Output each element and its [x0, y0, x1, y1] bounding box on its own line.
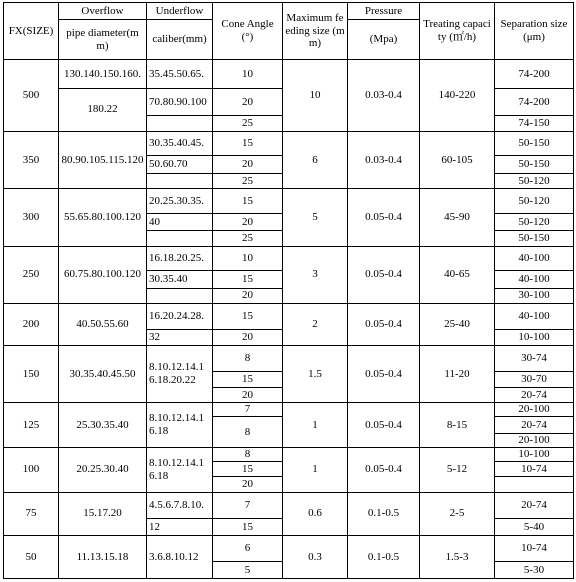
feeding-size-cell: 1 [283, 403, 348, 447]
cone-angle-cell: 20 [213, 477, 283, 492]
fx-size-cell: 75 [4, 492, 59, 535]
separation-cell [495, 477, 574, 492]
table-row [4, 189, 574, 214]
table-row [4, 447, 574, 461]
pressure-cell: 0.05-0.4 [348, 345, 420, 402]
pipe-diameter-cell: 15.17.20 [59, 492, 147, 535]
cone-angle-cell: 20 [213, 88, 283, 116]
header-treating-capacity: Treating capacity (㎡/h) [420, 3, 495, 60]
cone-angle-cell: 6 [213, 535, 283, 562]
fx-size-cell: 200 [4, 303, 59, 345]
feeding-size-cell: 2 [283, 303, 348, 345]
header-max-feeding-size: Maximum feeding size (mm) [283, 3, 348, 60]
pressure-cell: 0.05-0.4 [348, 189, 420, 246]
header-overflow: Overflow [59, 3, 147, 20]
cone-angle-cell: 25 [213, 231, 283, 246]
pressure-cell: 0.05-0.4 [348, 303, 420, 345]
table-row [4, 492, 574, 519]
header-separation-size: Separation size (μm) [495, 3, 574, 60]
caliber-cell [147, 116, 213, 131]
pipe-diameter-cell: 60.75.80.100.120 [59, 246, 147, 303]
pipe-diameter-cell: 20.25.30.40 [59, 447, 147, 492]
fx-size-cell: 100 [4, 447, 59, 492]
cone-angle-cell: 25 [213, 173, 283, 188]
cone-angle-cell: 20 [213, 387, 283, 402]
separation-cell: 30-70 [495, 371, 574, 387]
fx-size-cell: 125 [4, 403, 59, 447]
feeding-size-cell: 6 [283, 131, 348, 188]
cone-angle-cell: 8 [213, 447, 283, 461]
caliber-cell: 70.80.90.100 [147, 88, 213, 116]
feeding-size-cell: 10 [283, 60, 348, 132]
feeding-size-cell: 3 [283, 246, 348, 303]
cone-angle-cell: 10 [213, 246, 283, 271]
table-row [4, 246, 574, 271]
capacity-cell: 11-20 [420, 345, 495, 402]
separation-cell: 10-100 [495, 447, 574, 461]
cone-angle-cell: 15 [213, 271, 283, 288]
cone-angle-cell: 15 [213, 131, 283, 156]
caliber-cell: 35.45.50.65. [147, 60, 213, 89]
pressure-cell: 0.1-0.5 [348, 535, 420, 578]
cone-angle-cell: 5 [213, 562, 283, 579]
cone-angle-cell: 15 [213, 371, 283, 387]
header-cone-angle: Cone Angle (°) [213, 3, 283, 60]
cone-angle-cell: 20 [213, 156, 283, 173]
table-row [4, 131, 574, 156]
table-row [4, 535, 574, 562]
feeding-size-cell: 0.6 [283, 492, 348, 535]
caliber-cell: 30.35.40 [147, 271, 213, 288]
cone-angle-cell: 15 [213, 303, 283, 329]
header-underflow: Underflow [147, 3, 213, 20]
separation-cell: 5-40 [495, 519, 574, 535]
caliber-cell: 16.20.24.28. [147, 303, 213, 329]
cone-angle-cell: 7 [213, 403, 283, 417]
caliber-cell: 8.10.12.14.16.18.20.22 [147, 345, 213, 402]
caliber-cell: 16.18.20.25. [147, 246, 213, 271]
separation-cell: 50-120 [495, 173, 574, 188]
cone-angle-cell: 20 [213, 329, 283, 345]
pipe-diameter-cell: 11.13.15.18 [59, 535, 147, 578]
cone-angle-cell: 8 [213, 345, 283, 371]
separation-cell: 30-100 [495, 288, 574, 303]
feeding-size-cell: 1.5 [283, 345, 348, 402]
pipe-diameter-cell: 80.90.105.115.120 [59, 131, 147, 188]
separation-cell: 40-100 [495, 271, 574, 288]
separation-cell: 10-100 [495, 329, 574, 345]
capacity-cell: 5-12 [420, 447, 495, 492]
capacity-cell: 60-105 [420, 131, 495, 188]
separation-cell: 50-120 [495, 213, 574, 230]
caliber-cell: 4.5.6.7.8.10. [147, 492, 213, 519]
header-pipe-diameter: pipe diameter(mm) [59, 20, 147, 60]
separation-cell: 20-74 [495, 387, 574, 402]
separation-cell: 74-200 [495, 60, 574, 89]
pressure-cell: 0.05-0.4 [348, 403, 420, 447]
fx-size-cell: 50 [4, 535, 59, 578]
cone-angle-cell: 8 [213, 417, 283, 447]
hydrocyclone-spec-table [3, 2, 574, 579]
table-row [4, 303, 574, 329]
fx-size-cell: 500 [4, 60, 59, 132]
pipe-diameter-cell: 55.65.80.100.120 [59, 189, 147, 246]
caliber-cell: 3.6.8.10.12 [147, 535, 213, 578]
caliber-cell: 12 [147, 519, 213, 535]
separation-cell: 74-150 [495, 116, 574, 131]
caliber-cell: 8.10.12.14.16.18 [147, 403, 213, 447]
pipe-diameter-cell: 40.50.55.60 [59, 303, 147, 345]
separation-cell: 40-100 [495, 246, 574, 271]
cone-angle-cell: 15 [213, 189, 283, 214]
separation-cell: 20-74 [495, 492, 574, 519]
pipe-diameter-cell: 180.22 [59, 88, 147, 131]
capacity-cell: 8-15 [420, 403, 495, 447]
separation-cell: 20-100 [495, 403, 574, 417]
pipe-diameter-cell: 25.30.35.40 [59, 403, 147, 447]
feeding-size-cell: 5 [283, 189, 348, 246]
cone-angle-cell: 20 [213, 288, 283, 303]
caliber-cell: 32 [147, 329, 213, 345]
pressure-cell: 0.05-0.4 [348, 246, 420, 303]
header-pressure: Pressure [348, 3, 420, 20]
capacity-cell: 25-40 [420, 303, 495, 345]
separation-cell: 74-200 [495, 88, 574, 116]
cone-angle-cell: 15 [213, 462, 283, 477]
feeding-size-cell: 1 [283, 447, 348, 492]
separation-cell: 20-74 [495, 417, 574, 433]
separation-cell: 20-100 [495, 433, 574, 447]
fx-size-cell: 150 [4, 345, 59, 402]
capacity-cell: 45-90 [420, 189, 495, 246]
separation-cell: 50-150 [495, 131, 574, 156]
caliber-cell [147, 173, 213, 188]
feeding-size-cell: 0.3 [283, 535, 348, 578]
caliber-cell: 50.60.70 [147, 156, 213, 173]
separation-cell: 10-74 [495, 535, 574, 562]
fx-size-cell: 300 [4, 189, 59, 246]
pressure-cell: 0.03-0.4 [348, 60, 420, 132]
pipe-diameter-cell: 30.35.40.45.50 [59, 345, 147, 402]
caliber-cell [147, 288, 213, 303]
caliber-cell: 20.25.30.35. [147, 189, 213, 214]
table-row [4, 345, 574, 371]
pressure-cell: 0.05-0.4 [348, 447, 420, 492]
pressure-cell: 0.03-0.4 [348, 131, 420, 188]
cone-angle-cell: 10 [213, 60, 283, 89]
header-fx: FX(SIZE) [4, 3, 59, 60]
caliber-cell [147, 231, 213, 246]
separation-cell: 50-120 [495, 189, 574, 214]
capacity-cell: 1.5-3 [420, 535, 495, 578]
separation-cell: 30-74 [495, 345, 574, 371]
caliber-cell: 30.35.40.45. [147, 131, 213, 156]
cone-angle-cell: 25 [213, 116, 283, 131]
separation-cell: 40-100 [495, 303, 574, 329]
capacity-cell: 40-65 [420, 246, 495, 303]
capacity-cell: 140-220 [420, 60, 495, 132]
fx-size-cell: 350 [4, 131, 59, 188]
table-body [4, 60, 574, 579]
header-pressure-unit: (Mpa) [348, 20, 420, 60]
separation-cell: 50-150 [495, 156, 574, 173]
separation-cell: 10-74 [495, 462, 574, 477]
cone-angle-cell: 15 [213, 519, 283, 535]
table-row [4, 60, 574, 89]
table-row [4, 403, 574, 417]
cone-angle-cell: 20 [213, 213, 283, 230]
cone-angle-cell: 7 [213, 492, 283, 519]
caliber-cell: 40 [147, 213, 213, 230]
separation-cell: 5-30 [495, 562, 574, 579]
header-caliber: caliber(mm) [147, 20, 213, 60]
separation-cell: 50-150 [495, 231, 574, 246]
capacity-cell: 2-5 [420, 492, 495, 535]
fx-size-cell: 250 [4, 246, 59, 303]
pressure-cell: 0.1-0.5 [348, 492, 420, 535]
pipe-diameter-cell: 130.140.150.160. [59, 60, 147, 89]
caliber-cell: 8.10.12.14.16.18 [147, 447, 213, 492]
